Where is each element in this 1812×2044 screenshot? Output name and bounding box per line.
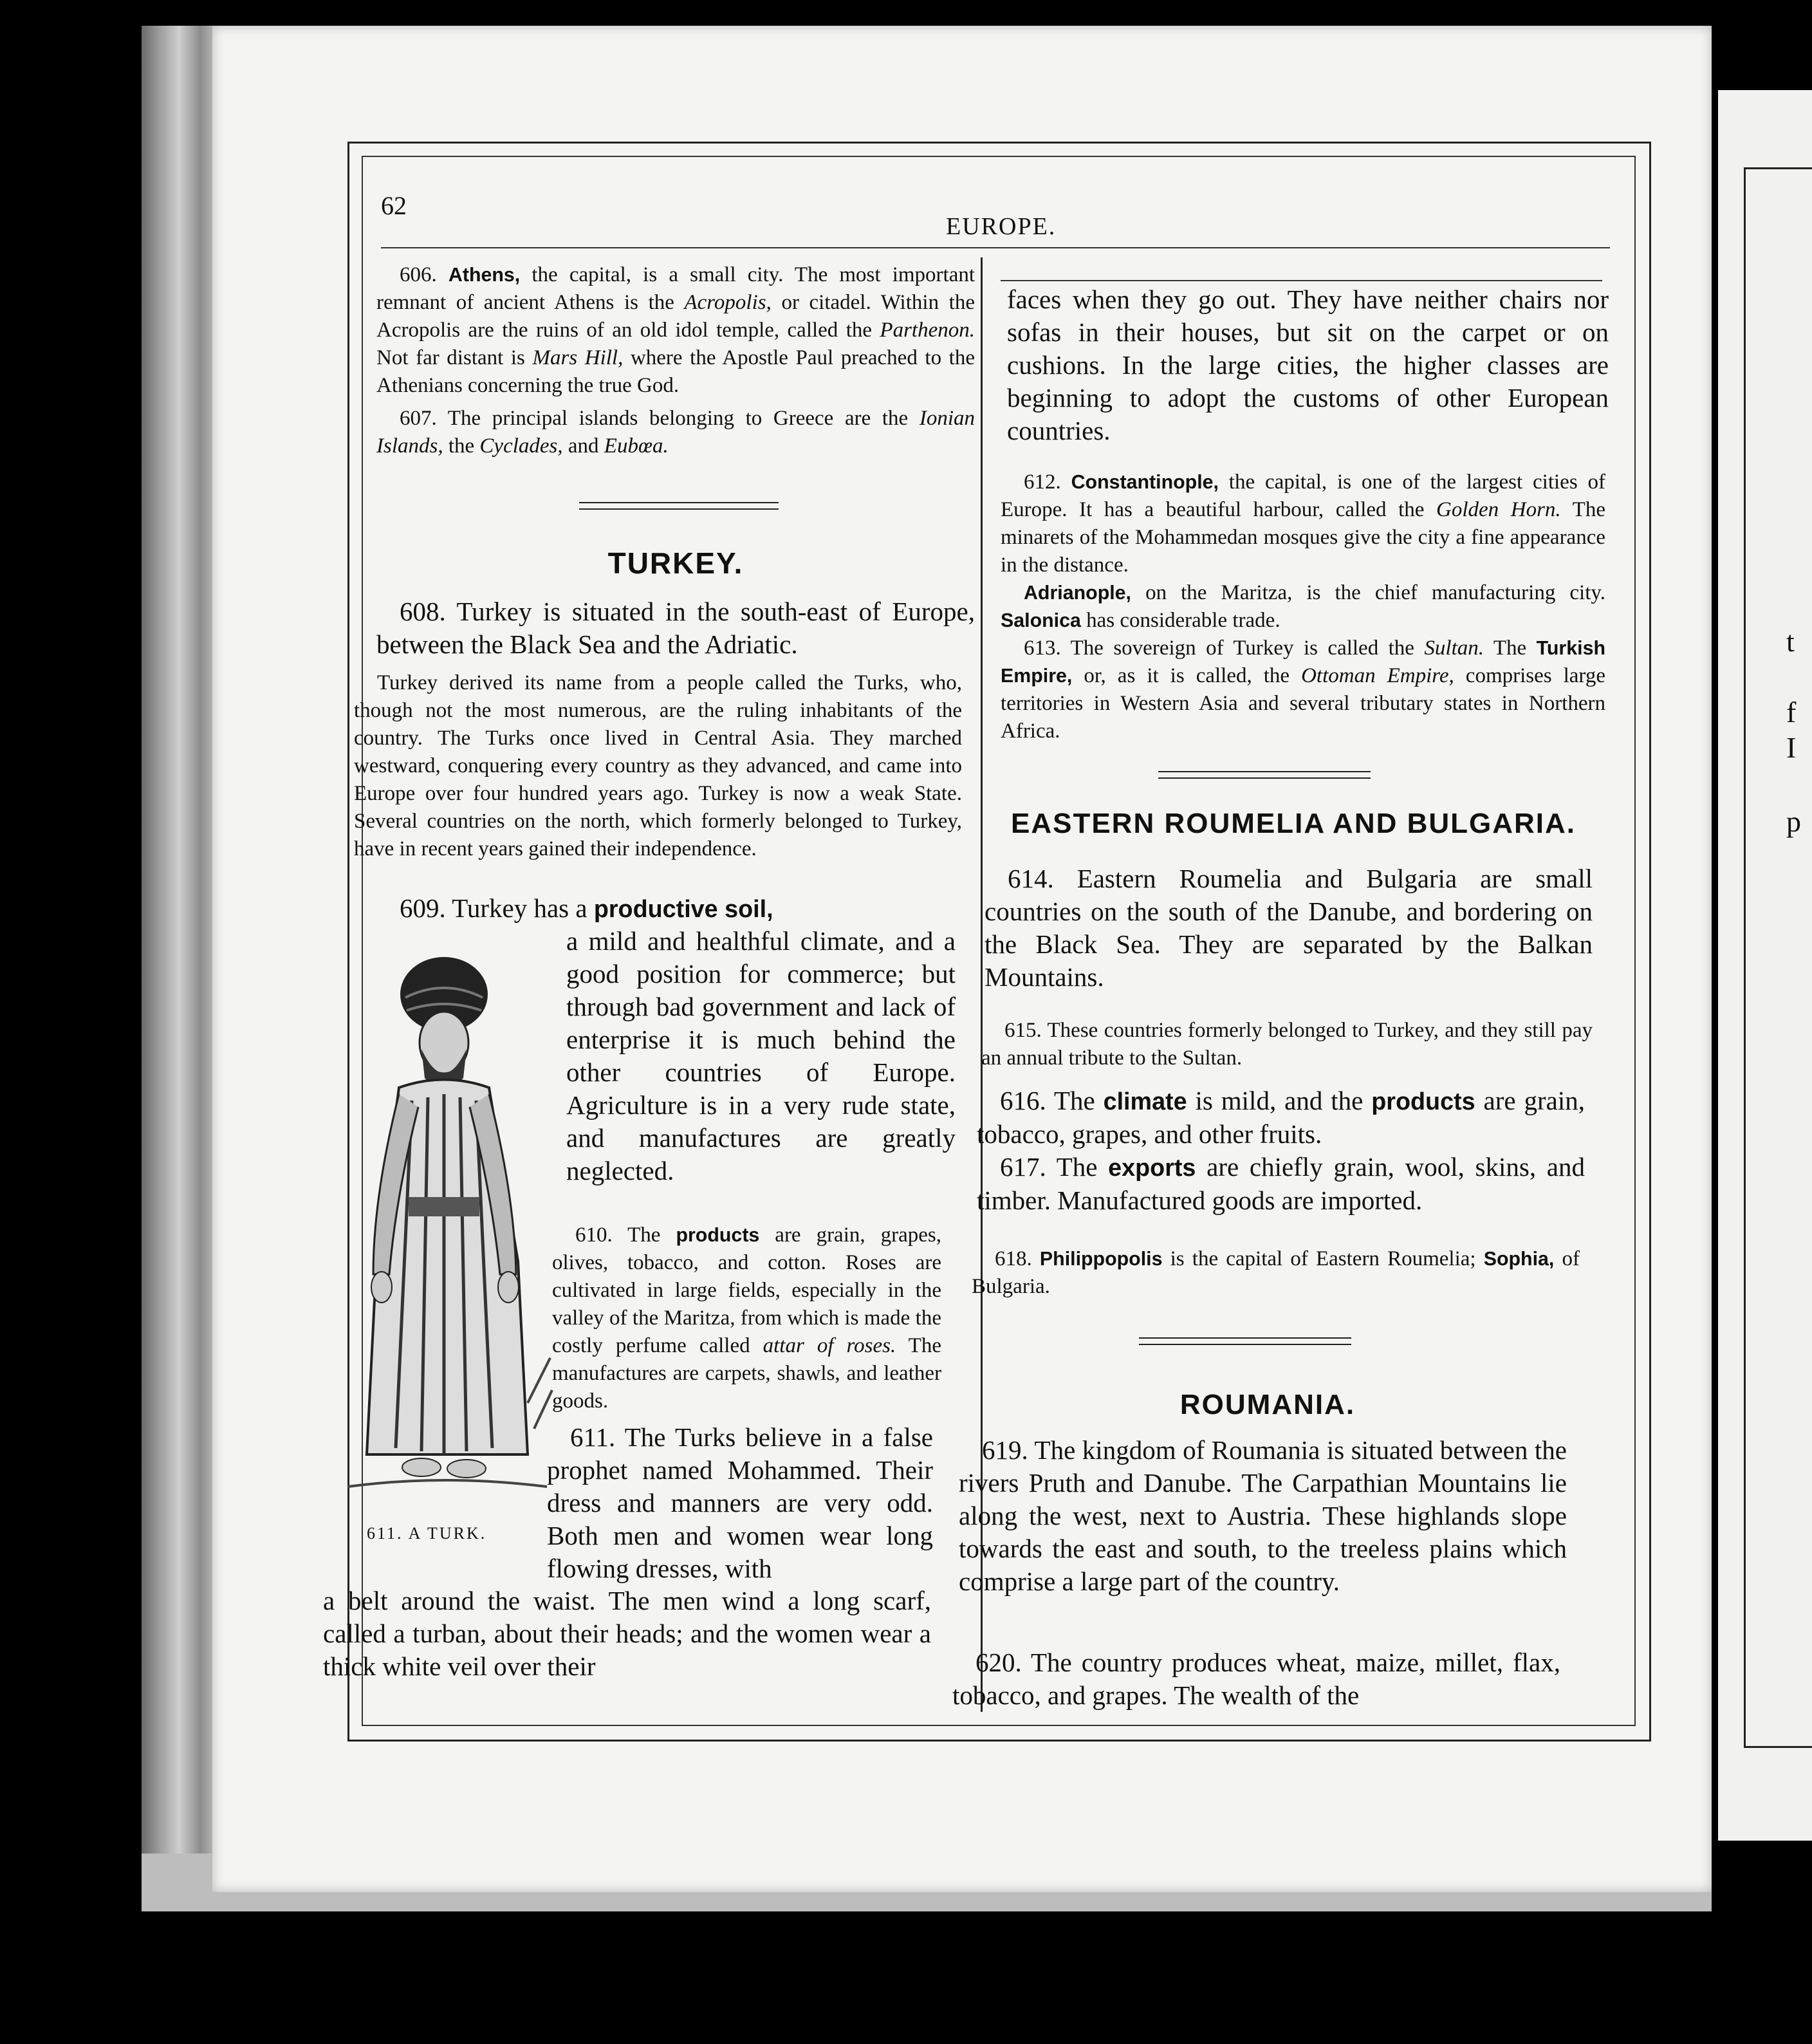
facing-page-fragment: f [1786,696,1797,729]
paragraph-607: 607. The principal islands belonging to Greece are the Ionian Islands, the Cyclades, and Eubœa. [376,407,975,458]
column-top-rule [1001,280,1602,281]
facing-page-fragment: p [1786,805,1801,838]
bold-term: climate [1103,1088,1187,1115]
paragraph-616: 616. The climate is mild, and the products are grain, tobacco, grapes, and other fruits. 617. The exports are chiefly grain, wool, skins, and timber. Manufactured goods are imported. [977,1084,1585,1222]
paragraph-608: 608. Turkey is situated in the south-east of Europe, between the Black Sea and the Adriatic. [376,597,975,659]
paragraph-614: 614. Eastern Roumelia and Bulgaria are small countries on the south of the Danube, and bordering on the Black Sea. They are separated by the Balkan Mountains. [985,864,1593,992]
turk-illustration [335,940,553,1506]
bold-term: Sophia, [1483,1249,1555,1270]
bold-term: products [1371,1088,1475,1115]
para-number: 606. [400,263,437,286]
paragraph-611-continued: a belt around the waist. The men wind a long scarf, called a turban, about their heads; and the women wear a thick white veil over their [323,1586,931,1681]
paragraph-615: 615. These countries formerly belonged to Turkey, and they still pay an annual tribute to the Sultan. [981,1019,1593,1070]
running-head: EUROPE. [946,213,1057,240]
paragraph-606: 606. Athens, the capital, is a small city. The most important remnant of ancient Athens is the Acropolis, or citadel. Within the Acropolis are the ruins of an old idol temple, called the Parthenon. Not far distant is Mars Hill, where the Apostle Paul preached to the Athenians concerning the true God. 607. The principal islands belonging to Greece are the Ionian Islands, the Cyclades, and Eubœa. [376,261,975,465]
bold-term: Adrianople, [1024,582,1131,604]
section-title-turkey: TURKEY. [607,546,744,580]
figure-caption: 611. A TURK. [367,1524,487,1543]
paragraph-617: 617. The exports are chiefly grain, wool, skins, and timber. Manufactured goods are imported. [977,1152,1585,1215]
paragraph-608-note: Turkey derived its name from a people called the Turks, who, though not the most numerous, are the ruling inhabitants of the country. The Turks once lived in Central Asia. They marched westward, conquering every country as they advanced, and came into Europe over four hundred years ago. Turkey is now a weak State. Several countries on the north, which formerly belonged to Turkey, have in recent years gained their independence. [354,671,962,860]
bold-term: Turkish Empire, [1001,638,1605,687]
facing-page-fragment: I [1786,731,1797,764]
paragraph-620: 620. The country produces wheat, maize, millet, flax, tobacco, and grapes. The wealth of the [952,1648,1560,1710]
bold-term: Constantinople, [1071,472,1219,493]
section-title-eastern-roumelia: EASTERN ROUMELIA AND BULGARIA. [1010,808,1576,839]
paragraph-611-end: faces when they go out. They have neither chairs nor sofas in their houses, but sit on the carpet or on cushions. In the large cities, the higher classes are beginning to adopt the customs of other European countries. [1007,284,1609,445]
paragraph-611: 611. The Turks believe in a false prophet named Mohammed. Their dress and manners are very odd. Both men and women wear long flowing dresses, with [547,1422,933,1583]
paragraph-610: 610. The products are grain, grapes, olives, tobacco, and cotton. Roses are cultivated in large fields, especially in the valley of the Maritza, from which is made the costly perfume called attar of roses. The manufactures are carpets, shawls, and leather goods. [552,1223,941,1413]
section-rule [1139,1337,1351,1345]
section-rule [579,502,779,510]
paragraph-612b: Adrianople, on the Maritza, is the chief manufacturing city. Salonica has considerable trade. [1001,581,1605,632]
bold-term: exports [1108,1154,1196,1181]
bold-term: productive soil, [593,895,773,922]
bold-term: Salonica [1001,610,1081,631]
section-rule [1158,771,1371,779]
paragraph-609: a mild and healthful climate, and a good position for commerce; but through bad government and lack of enterprise it is much behind the other countries of Europe. Agriculture is in a very rude state, and manufactures are greatly neglected. [566,926,956,1185]
facing-page-frame [1744,167,1812,1748]
paragraph-613: 613. The sovereign of Turkey is called the Sultan. The Turkish Empire, or, as it is called, the Ottoman Empire, comprises large territories in Western Asia and several tributary states in Northern Africa. [1001,636,1605,743]
paragraph-619: 619. The kingdom of Roumania is situated between the rivers Pruth and Danube. The Carpathian Mountains lie along the west, next to Austria. These highlands slope towards the east and south, to the treeless plains which comprise a large part of the country. [959,1435,1567,1596]
paragraph-618: 618. Philippopolis is the capital of Eastern Roumelia; Sophia, of Bulgaria. [972,1247,1580,1298]
bold-term: Philippopolis [1039,1249,1163,1270]
section-title-roumania: ROUMANIA. [1179,1389,1356,1420]
facing-page-fragment: t [1786,625,1795,658]
paragraph-612: 612. Constantinople, the capital, is one of the largest cities of Europe. It has a beautiful harbour, called the Golden Horn. The minarets of the Mohammedan mosques give the city a fine appearance in the distance. Adrianople, on the Maritza, is the chief manufacturing city. Salonica has considerable trade. 613. The sovereign of Turkey is called the Sultan. The Turkish Empire, or, as it is called, the Ottoman Empire, comprises large territories in Western Asia and several tributary states in Northern Africa. [1001,469,1605,750]
page-number: 62 [381,191,407,220]
header-rule [381,247,1610,248]
bold-term: Athens, [448,265,521,286]
bold-term: products [676,1225,760,1246]
paragraph-609-lead: 609. Turkey has a productive soil, [400,893,773,923]
